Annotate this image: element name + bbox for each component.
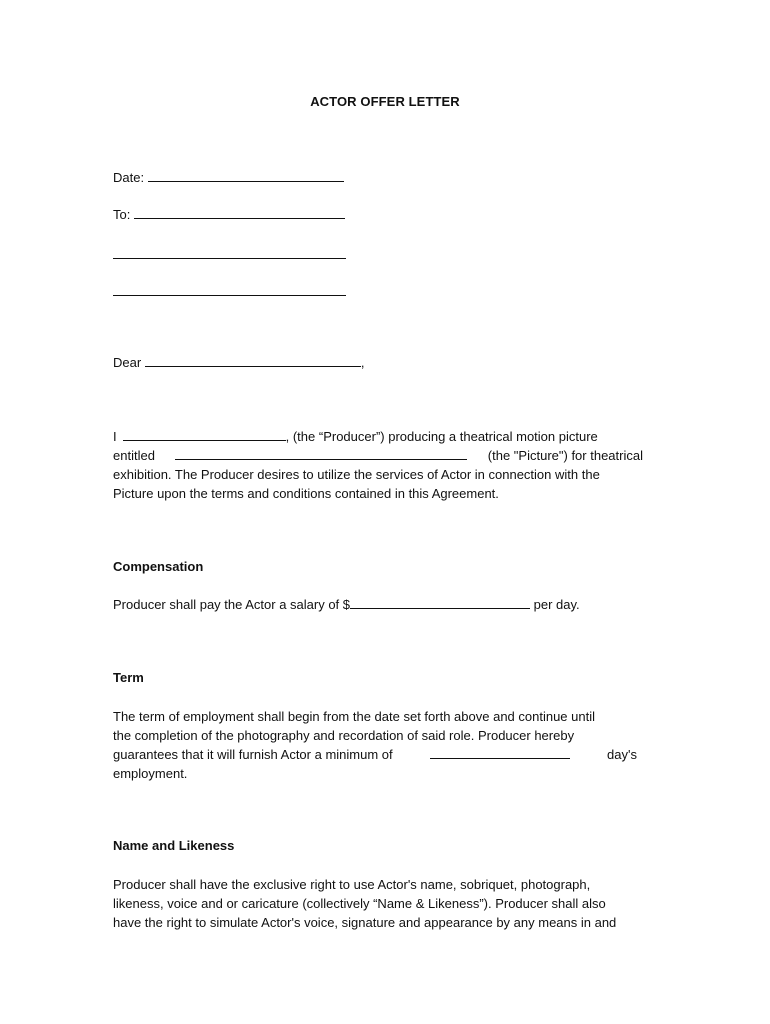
term-l1: The term of employment shall begin from the date set forth above and continue until (113, 709, 595, 724)
compensation-text-b: per day. (533, 597, 580, 612)
term-l3-b: day's (607, 747, 637, 762)
term-l2: the completion of the photography and recordation of said role. Producer hereby (113, 728, 575, 743)
intro-l1-b: , (the “Producer”) producing a theatrical motion picture (285, 429, 598, 444)
likeness-l2: likeness, voice and or caricature (collectively “Name & Likeness”). Producer shall also (113, 896, 606, 911)
compensation-line (113, 595, 580, 614)
dear-suffix: , (360, 355, 365, 370)
to-label: To: (113, 207, 131, 222)
to-blank[interactable] (134, 205, 345, 219)
address-line-2[interactable] (113, 295, 346, 296)
likeness-heading: Name and Likeness (113, 838, 235, 853)
minimum-days-blank[interactable] (430, 745, 570, 759)
compensation-heading: Compensation (113, 559, 204, 574)
dear-label: Dear (113, 355, 142, 370)
date-line (113, 168, 344, 187)
intro-l2-a: entitled (113, 448, 155, 463)
intro-l3: exhibition. The Producer desires to utilize the services of Actor in connection with the (113, 467, 600, 482)
term-heading: Term (113, 670, 144, 685)
compensation-text-a: Producer shall pay the Actor a salary of $ (113, 597, 351, 612)
document-title: ACTOR OFFER LETTER (310, 94, 460, 109)
term-l4: employment. (113, 766, 188, 781)
address-line-1[interactable] (113, 258, 346, 259)
producer-name-blank[interactable] (123, 427, 286, 441)
to-line (113, 205, 345, 224)
dear-line (113, 353, 364, 372)
intro-paragraph (113, 427, 643, 503)
term-paragraph (113, 707, 637, 783)
intro-l4: Picture upon the terms and conditions contained in this Agreement. (113, 486, 499, 501)
term-l3-a: guarantees that it will furnish Actor a minimum of (113, 747, 393, 762)
likeness-paragraph (113, 875, 653, 932)
picture-title-blank[interactable] (175, 446, 467, 460)
date-blank[interactable] (148, 168, 344, 182)
dear-blank[interactable] (145, 353, 361, 367)
date-label: Date: (113, 170, 145, 185)
intro-l1-a: I (113, 429, 117, 444)
likeness-l3: have the right to simulate Actor's voice, signature and appearance by any means in and (113, 915, 617, 930)
salary-blank[interactable] (350, 595, 530, 609)
likeness-l1: Producer shall have the exclusive right to use Actor's name, sobriquet, photograph, (113, 877, 591, 892)
intro-l2-b: (the "Picture") for theatrical (487, 448, 643, 463)
